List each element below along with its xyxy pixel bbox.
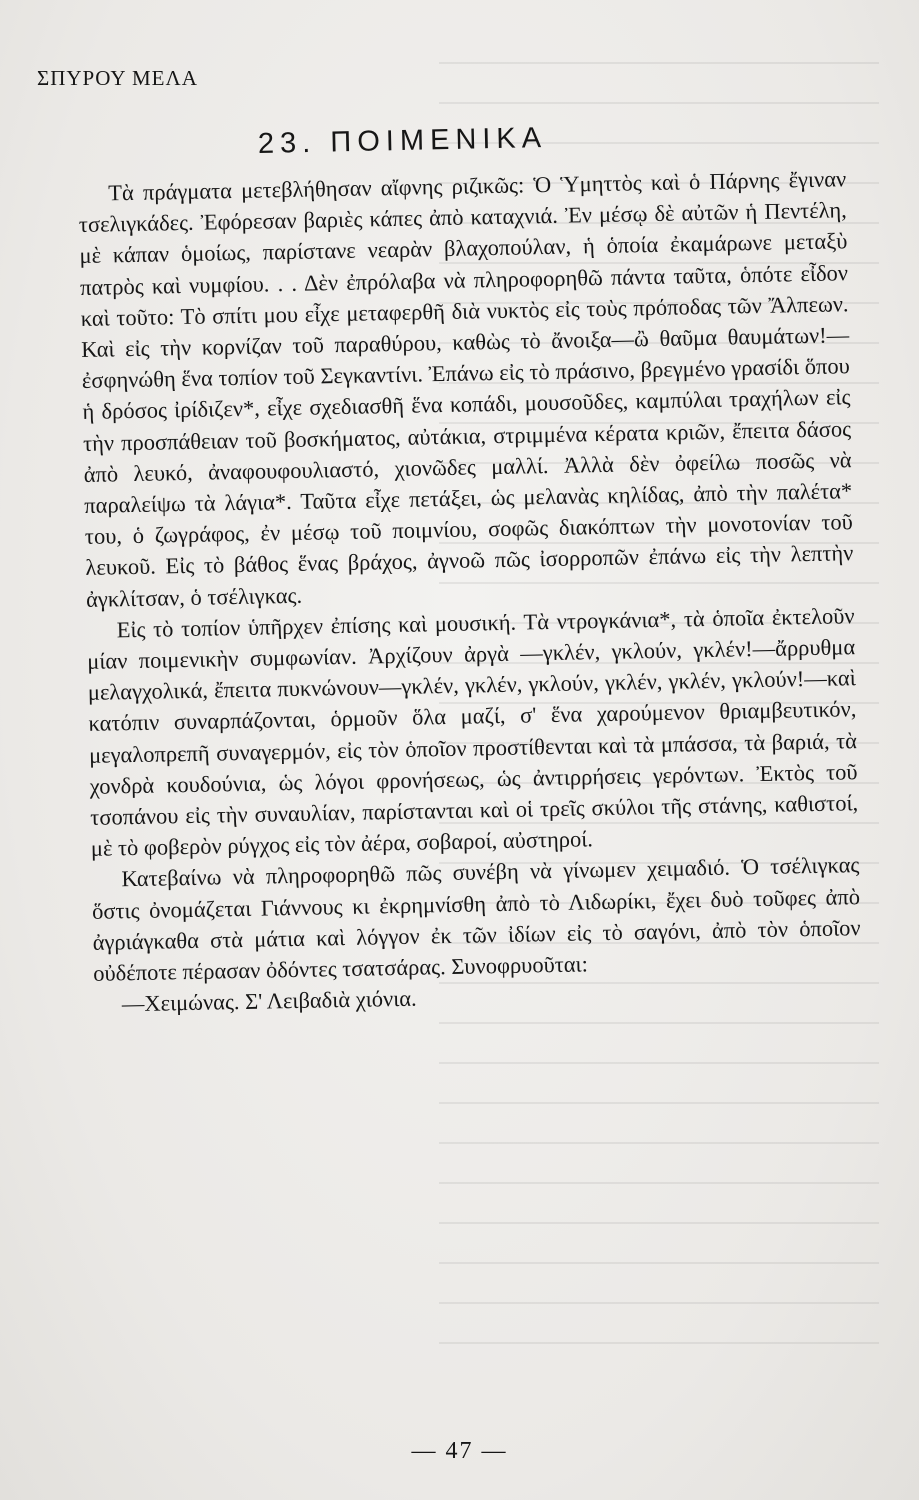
running-head-author: ΣΠΥΡΟΥ ΜΕΛΑ (37, 66, 198, 90)
paragraph-1: Τὰ πράγματα μετεβλήθησαν αἴφνης ριζικῶς: Ὁ Ὑμηττὸς καὶ ὁ Πάρνης ἔγιναν τσελιγκάδες. Ἐφόρεσαν βαριὲς κάπες ἀπὸ καταχνιά. Ἐν μέσῳ δὲ αὐτῶν ἡ Πεντέλη, μὲ κάπαν ὁμοίως, παρίστανε νεαρὰν βλαχοπούλαν, ἡ ὁποία ἐκαμάρωνε μεταξὺ πατρὸς καὶ νυμφίου. . . Δὲν ἐπρόλαβα νὰ πληροφορηθῶ πάντα ταῦτα, ὁπότε εἶδον καὶ τοῦτο: Τὸ σπίτι μου εἶχε μεταφερθῆ διὰ νυκτὸς εἰς τοὺς πρόποδας τῶν Ἄλπεων. Καὶ εἰς τὴν κορνίζαν τοῦ παραθύρου, καθὼς τὸ ἄνοιξα—ὢ θαῦμα θαυμάτων!—ἐσφηνώθη ἕνα τοπίον τοῦ Σεγκαντίνι. Ἐπάνω εἰς τὸ πράσινο, βρεγμένο γρασίδι ὅπου ἡ δρόσος ἰρίδιζεν*, εἶχε σχεδιασθῆ ἕνα κοπάδι, μουσοῦδες, καμπύλαι τραχήλων εἰς τὴν προσπάθειαν τοῦ βοσκήματος, αὐτάκια, στριμμένα κέρατα κριῶν, ἔπειτα δάσος ἀπὸ λευκό, ἀναφουφουλιαστό, χιονῶδες μαλλί. Ἀλλὰ δὲν ὀφείλω ποσῶς νὰ παραλείψω τὰ λάγια*. Ταῦτα εἶχε πετάξει, ὡς μελανὰς κηλίδας, ἀπὸ τὴν παλέτα* του, ὁ ζωγράφος, ἐν μέσῳ τοῦ ποιμνίου, σοφῶς διακόπτων τὴν μονοτονίαν τοῦ λευκοῦ. Εἰς τὸ βάθος ἕνας βράχος, ἀγνοῶ πῶς ἰσορροπῶν ἐπάνω εἰς τὴν λεπτὴν ἀγκλίτσαν, ὁ τσέλιγκας. (78, 166, 854, 612)
page-number: — 47 — (411, 1438, 508, 1464)
dialogue-line: —Χειμώνας. Σ' Λειβαδιὰ χιόνια. (121, 985, 417, 1017)
chapter-body (78, 163, 862, 1020)
chapter-title: 23. ΠΟΙΜΕΝΙΚΑ (257, 121, 548, 160)
paragraph-3: Κατεβαίνω νὰ πληροφορηθῶ πῶς συνέβη νὰ γίνωμεν χειμαδιό. Ὁ τσέλιγκας ὅστις ὀνομάζεται Γιάννους κι ἐκρημνίσθη ἀπὸ τὸ Λιδωρίκι, ἔχει δυὸ τοῦφες ἀπὸ ἀγριάγκαθα στὰ μάτια καὶ λόγγον ἐκ τῶν ἰδίων εἰς τὸ σαγόνι, ἀπὸ τὸν ὁποῖον οὐδέποτε πέρασαν ὀδόντες τσατσάρας. Συνοφρυοῦται: (91, 852, 861, 986)
paragraph-2: Εἰς τὸ τοπίον ὑπῆρχεν ἐπίσης καὶ μουσική. Τὰ ντρογκάνια*, τὰ ὁποῖα ἐκτελοῦν μίαν ποιμενικὴν συμφωνίαν. Ἀρχίζουν ἀργὰ —γκλέν, γκλούν, γκλέν!—ἄρρυθμα μελαγχολικά, ἔπειτα πυκνώνουν—γκλέν, γκλέν, γκλούν, γκλέν, γκλέν, γκλούν!—καὶ κατόπιν συναρπάζονται, ὁρμοῦν ὅλα μαζί, σ' ἕνα χαρούμενον θριαμβευτικόν, μεγαλοπρεπῆ συναγερμόν, εἰς τὸν ὁποῖον προστίθενται καὶ τὰ μπάσσα, τὰ βαριά, τὰ χονδρὰ κουδούνια, ὡς λόγοι φρονήσεως, ὡς ἀντιρρήσεις γερόντων. Ἐκτὸς τοῦ τσοπάνου εἰς τὴν συναυλίαν, παρίστανται καὶ οἱ τρεῖς σκύλοι τῆς στάνης, καθιστοί, μὲ τὸ φοβερὸν ρύγχος εἰς τὸν ἀέρα, σοβαροί, αὐστηροί. (87, 603, 859, 862)
